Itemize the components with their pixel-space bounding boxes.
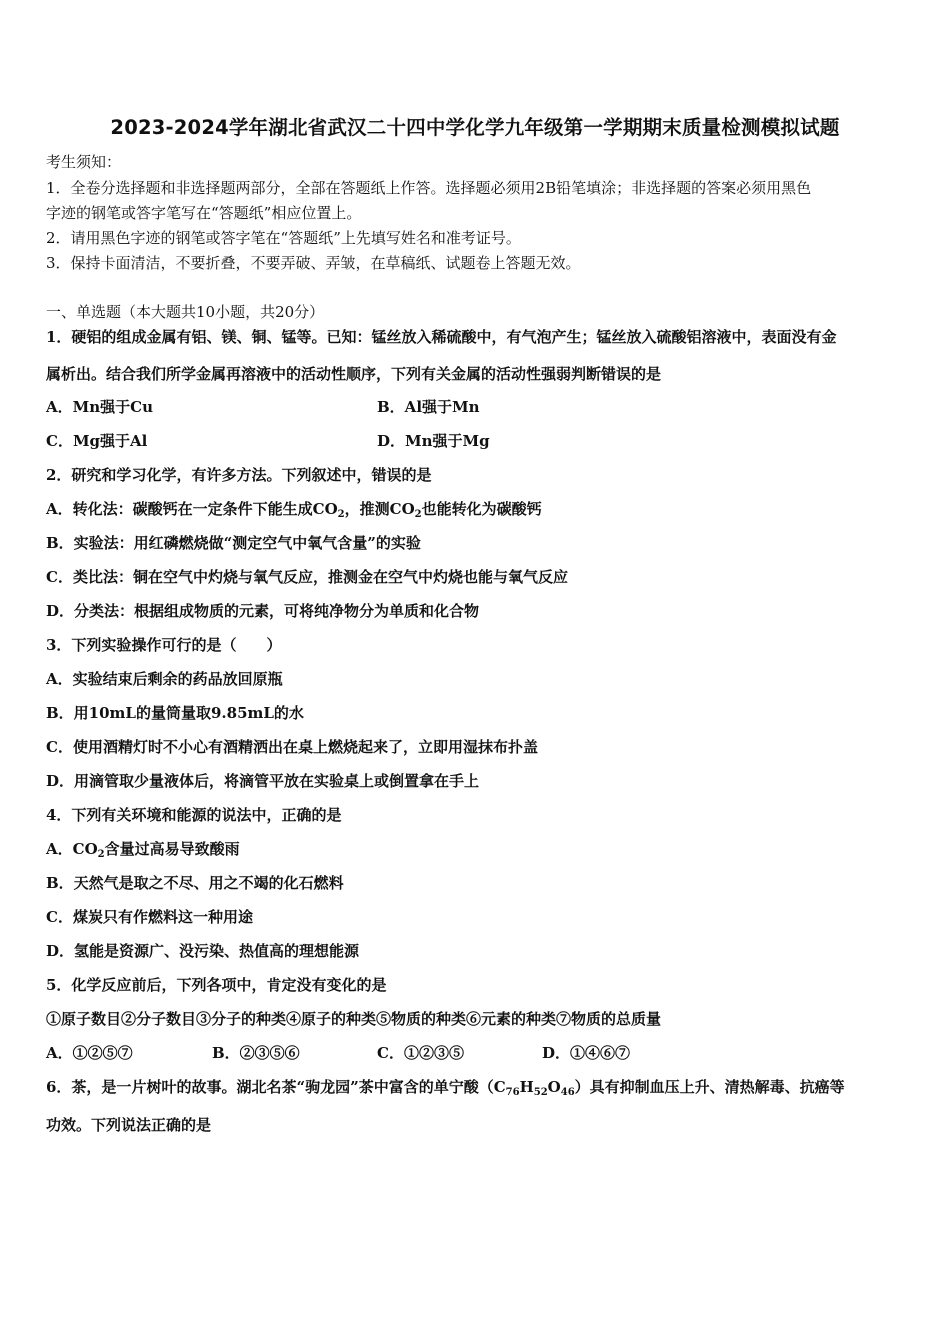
- q4-option-b: B．天然气是取之不尽、用之不竭的化石燃料: [46, 874, 344, 892]
- q4-option-d: D．氢能是资源广、没污染、热值高的理想能源: [46, 942, 360, 960]
- q2-stem: 2．研究和学习化学，有许多方法。下列叙述中，错误的是: [46, 466, 432, 484]
- q5-items: ①原子数目②分子数目③分子的种类④原子的种类⑤物质的种类⑥元素的种类⑦物质的总质量: [46, 1010, 662, 1028]
- q6-stem-line-1: 6．茶，是一片树叶的故事。湖北名茶“驹龙园”茶中富含的单宁酸$(C_{76}H_{52}O_{46})$具有抑制血压上升、清热解毒、抗癌等: [46, 1078, 845, 1098]
- notice-heading: 考生须知：: [46, 153, 122, 171]
- q4-option-c: C．煤炭只有作燃料这一种用途: [46, 908, 253, 926]
- q5-option-d: D．①④⑥⑦: [542, 1044, 631, 1062]
- q1-option-b: B．Al强于Mn: [377, 398, 480, 416]
- q5-option-a: A．①②⑤⑦: [46, 1044, 133, 1062]
- notice-line-3: 3．保持卡面清洁，不要折叠，不要弄破、弄皱，在草稿纸、试题卷上答题无效。: [46, 254, 581, 272]
- section-heading: 一、单选题（本大题共10小题，共20分）: [46, 303, 325, 321]
- q4-stem: 4．下列有关环境和能源的说法中，正确的是: [46, 806, 342, 824]
- q3-stem: 3．下列实验操作可行的是（ ）: [46, 636, 282, 654]
- q2-option-b: B．实验法：用红磷燃烧做“测定空气中氧气含量”的实验: [46, 534, 421, 552]
- q4-option-a: A．$CO_2$含量过高易导致酸雨: [46, 840, 240, 860]
- q3-option-c: C．使用酒精灯时不小心有酒精洒出在桌上燃烧起来了，立即用湿抹布扑盖: [46, 738, 538, 756]
- q1-option-d: D．Mn强于Mg: [377, 432, 490, 450]
- q5-stem: 5．化学反应前后，下列各项中，肯定没有变化的是: [46, 976, 387, 994]
- notice-line-1: 1．全卷分选择题和非选择题两部分，全部在答题纸上作答。选择题必须用2B铅笔填涂；非选择题的答案必须用黑色: [46, 179, 812, 197]
- q3-option-d: D．用滴管取少量液体后，将滴管平放在实验桌上或倒置拿在手上: [46, 772, 480, 790]
- page-title: 2023-2024学年湖北省武汉二十四中学化学九年级第一学期期末质量检测模拟试题: [110, 116, 840, 139]
- notice-line-1-cont: 字迹的钢笔或答字笔写在“答题纸”相应位置上。: [46, 204, 362, 222]
- q2-option-a: A．转化法：碳酸钙在一定条件下能生成$CO_2$，推测$CO_2$也能转化为碳酸钙: [46, 500, 542, 520]
- q2-option-c: C．类比法：铜在空气中灼烧与氧气反应，推测金在空气中灼烧也能与氧气反应: [46, 568, 568, 586]
- q3-option-b: B．用10mL的量筒量取9.85mL的水: [46, 704, 304, 722]
- q6-stem-line-2: 功效。下列说法正确的是: [46, 1116, 212, 1134]
- q3-option-a: A．实验结束后剩余的药品放回原瓶: [46, 670, 283, 688]
- q5-option-c: C．①②③⑤: [377, 1044, 464, 1062]
- q2-option-d: D．分类法：根据组成物质的元素，可将纯净物分为单质和化合物: [46, 602, 480, 620]
- q1-stem-line-1: 1．硬铝的组成金属有铝、镁、铜、锰等。已知：锰丝放入稀硫酸中，有气泡产生；锰丝放入硫酸铝溶液中，表面没有金: [46, 328, 837, 346]
- q1-option-a: A．Mn强于Cu: [46, 398, 153, 416]
- q5-option-b: B．②③⑤⑥: [212, 1044, 300, 1062]
- q1-option-c: C．Mg强于Al: [46, 432, 148, 450]
- notice-line-2: 2．请用黑色字迹的钢笔或答字笔在“答题纸”上先填写姓名和准考证号。: [46, 229, 521, 247]
- q1-stem-line-2: 属析出。结合我们所学金属再溶液中的活动性顺序，下列有关金属的活动性强弱判断错误的是: [46, 365, 662, 383]
